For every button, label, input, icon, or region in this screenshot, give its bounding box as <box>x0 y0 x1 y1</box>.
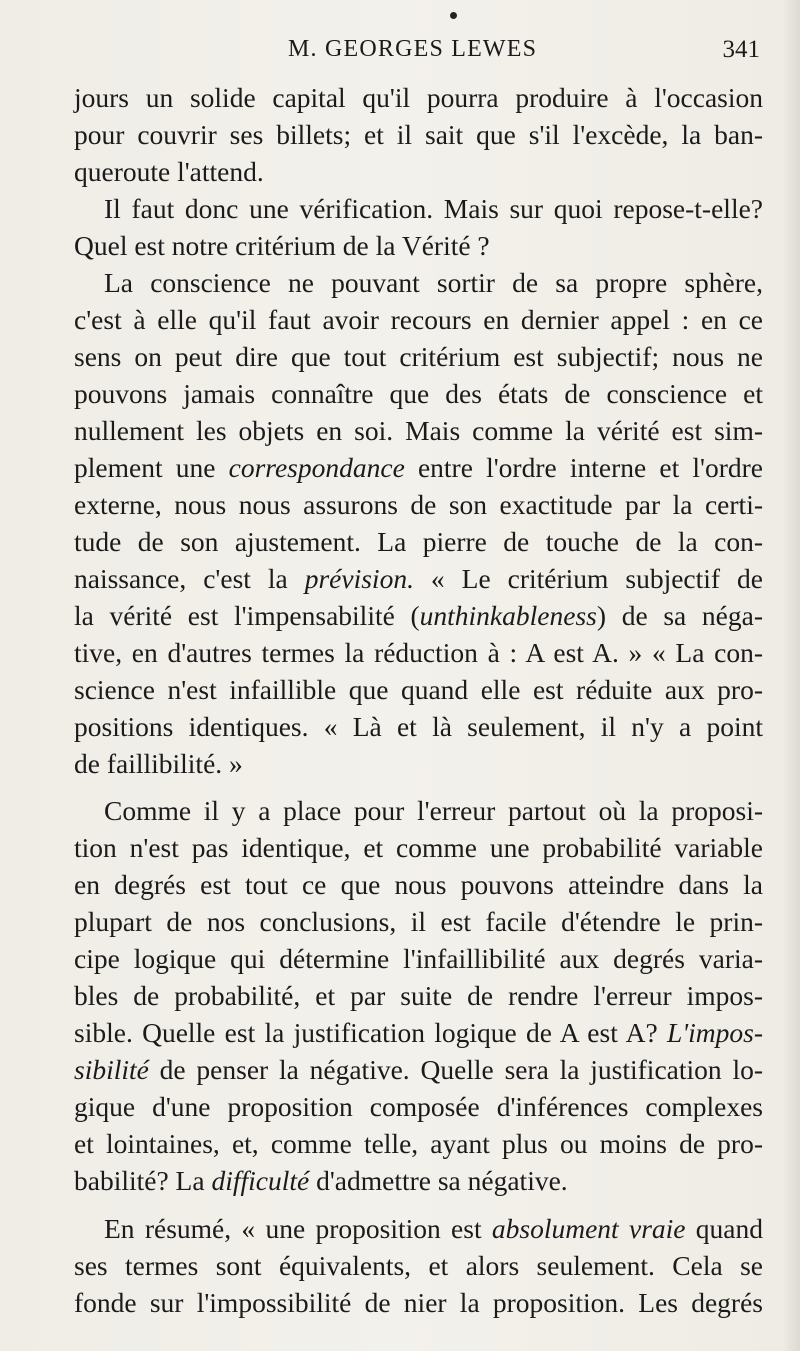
text-line: gique d'une proposition composée d'inférences complexes <box>74 1091 763 1122</box>
text-line <box>74 560 763 597</box>
text-run: « Le critérium subjectif de <box>413 563 763 594</box>
text-run: entre l'ordre interne et l'ordre <box>404 452 764 483</box>
italic-term: difficulté <box>211 1165 310 1196</box>
running-head: M. GEORGES LEWES <box>288 36 538 62</box>
italic-term: sibilité <box>74 1054 149 1085</box>
text-run: En résumé, « une proposition est <box>104 1213 492 1244</box>
text-line: science n'est infaillible que quand elle est réduite aux pro- <box>74 674 763 705</box>
text-line <box>74 1014 763 1051</box>
paragraph-3 <box>74 264 763 782</box>
page-header <box>0 36 800 76</box>
text-line: en degrés est tout ce que nous pouvons atteindre dans la <box>74 869 763 900</box>
paragraph-4 <box>74 792 763 1199</box>
text-line: Il faut donc une vérification. Mais sur quoi repose-t-elle? <box>104 193 763 224</box>
text-line: et lointaines, et, comme telle, ayant plus ou moins de pro- <box>74 1128 763 1159</box>
text-line <box>74 597 763 634</box>
text-line: positions identiques. « Là et là seulement, il n'y a point <box>74 711 763 742</box>
text-line: bles de probabilité, et par suite de rendre l'erreur impos- <box>74 980 763 1011</box>
text-line: pouvons jamais connaître que des états de conscience et <box>74 378 763 409</box>
italic-term: correspondance <box>228 452 405 483</box>
paragraph-2 <box>74 190 763 264</box>
text-line: cipe logique qui détermine l'infaillibilité aux degrés varia- <box>74 943 763 974</box>
paragraph-5 <box>74 1210 763 1321</box>
text-run: sible. Quelle est la justification logique de A est A? <box>74 1017 667 1048</box>
text-run: ) de sa néga- <box>596 600 763 631</box>
text-run: plement une <box>74 452 229 483</box>
text-line <box>74 1210 763 1247</box>
text-line: tive, en d'autres termes la réduction à : A est A. » « La con- <box>74 637 763 668</box>
italic-term: prévision. <box>304 563 414 594</box>
text-line: fonde sur l'impossibilité de nier la proposition. Les degrés <box>74 1287 763 1318</box>
text-line: sens on peut dire que tout critérium est subjectif; nous ne <box>74 341 763 372</box>
ink-dot <box>450 12 457 19</box>
text-run: d'admettre sa négative. <box>309 1165 568 1196</box>
text-line: de faillibilité. » <box>74 748 243 779</box>
page-number: 341 <box>722 36 760 63</box>
text-run: de penser la négative. Quelle sera la justification lo- <box>148 1054 763 1085</box>
italic-term: absolument vraie <box>491 1213 686 1244</box>
text-line: jours un solide capital qu'il pourra produire à l'occasion <box>74 82 763 113</box>
text-line: externe, nous nous assurons de son exactitude par la certi- <box>74 489 763 520</box>
text-line: c'est à elle qu'il faut avoir recours en dernier appel : en ce <box>74 304 763 335</box>
text-run: quand <box>685 1213 763 1244</box>
body-text <box>74 79 763 1321</box>
text-run: la vérité est l'impensabilité ( <box>74 600 420 631</box>
text-line: tion n'est pas identique, et comme une probabilité variable <box>74 832 763 863</box>
text-line <box>74 1162 763 1199</box>
text-line: nullement les objets en soi. Mais comme la vérité est sim- <box>74 415 763 446</box>
text-line: plupart de nos conclusions, il est facile d'étendre le prin- <box>74 906 763 937</box>
text-line: Quel est notre critérium de la Vérité ? <box>74 230 490 261</box>
text-line <box>74 1051 763 1088</box>
text-line <box>74 449 763 486</box>
paragraph-1 <box>74 79 763 190</box>
page-edge-shadow <box>782 0 800 1351</box>
text-line: queroute l'attend. <box>74 156 264 187</box>
text-line: tude de son ajustement. La pierre de touche de la con- <box>74 526 763 557</box>
text-run: babilité? La <box>74 1165 212 1196</box>
text-line: pour couvrir ses billets; et il sait que s'il l'excède, la ban- <box>74 119 763 150</box>
italic-term: L'impos- <box>666 1017 763 1048</box>
italic-term: unthinkableness <box>419 600 597 631</box>
text-line: Comme il y a place pour l'erreur partout où la proposi- <box>104 795 763 826</box>
text-line: ses termes sont équivalents, et alors seulement. Cela se <box>74 1250 763 1281</box>
text-run: naissance, c'est la <box>74 563 305 594</box>
text-line: La conscience ne pouvant sortir de sa propre sphère, <box>104 267 763 298</box>
